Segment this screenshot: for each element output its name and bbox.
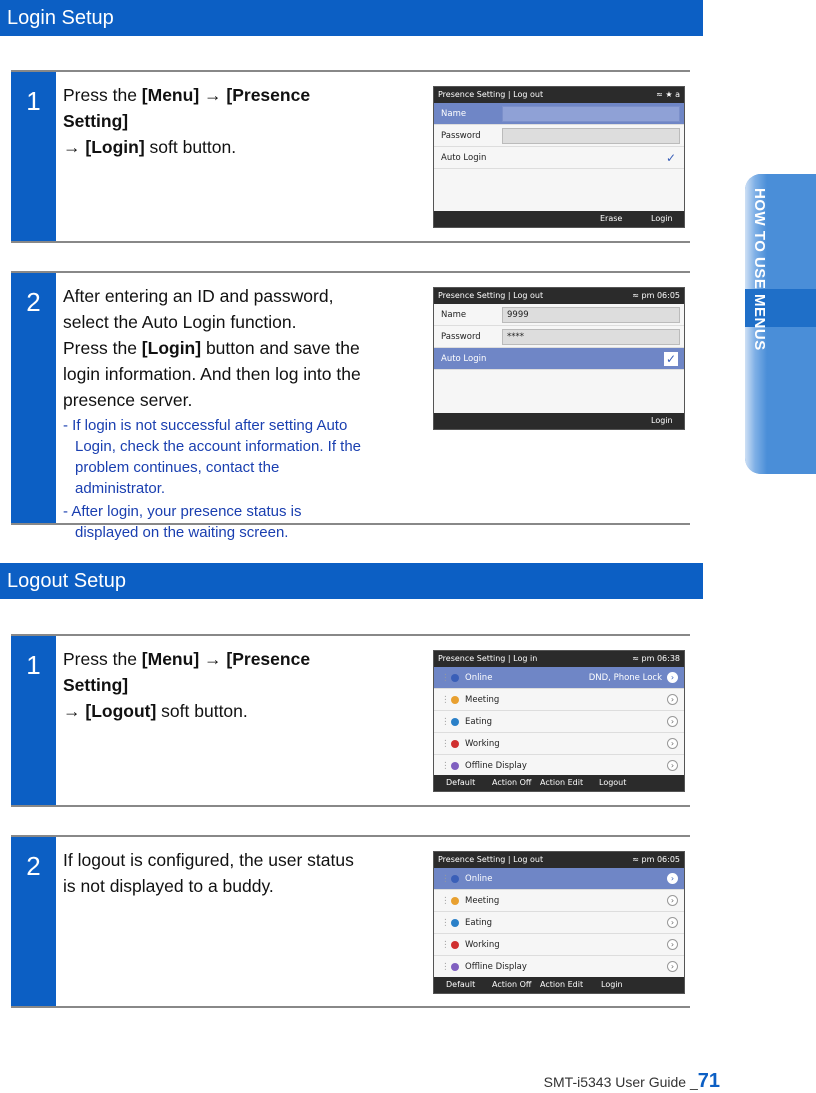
logout-step-1: 1 Press the [Menu] → [Presence Setting] → [Logout] soft button. bbox=[11, 634, 690, 807]
login-button[interactable]: Login bbox=[601, 980, 623, 989]
name-row[interactable]: Name 9999 bbox=[434, 304, 684, 326]
page-number: 71 bbox=[697, 1070, 720, 1092]
note: - After login, your presence status is displayed on the waiting screen. bbox=[63, 503, 302, 541]
screen-logout-1: Presence Setting | Log in ≈ pm 06:38 ⋮ Online DND, Phone Lock › ⋮ Meeting › ⋮ Eating › ⋮ Working › ⋮ Offline Display › Default Action Off Action Edit Logout bbox=[433, 650, 685, 792]
login-button[interactable]: Login bbox=[651, 214, 673, 223]
default-button[interactable]: Default bbox=[446, 980, 476, 989]
status-online[interactable]: ⋮ Online DND, Phone Lock › bbox=[434, 667, 684, 689]
default-button[interactable]: Default bbox=[446, 778, 476, 787]
screen-logout-2: Presence Setting | Log out ≈ pm 06:05 ⋮ Online › ⋮ Meeting › ⋮ Eating › ⋮ Working › ⋮ Offline Display › Default Action Off Action Edit Login bbox=[433, 851, 685, 994]
status-meeting[interactable]: ⋮ Meeting › bbox=[434, 890, 684, 912]
status-offline[interactable]: ⋮ Offline Display › bbox=[434, 956, 684, 978]
status-working[interactable]: ⋮ Working › bbox=[434, 733, 684, 755]
step-text: Press the [Menu] → [Presence Setting] → [Login] soft button. bbox=[63, 85, 311, 157]
name-row[interactable]: Name bbox=[434, 103, 684, 125]
step-number: 1 bbox=[11, 72, 56, 241]
check-icon[interactable]: ✓ bbox=[665, 151, 677, 165]
chevron-right-icon: › bbox=[667, 873, 678, 884]
chevron-right-icon: › bbox=[667, 939, 678, 950]
password-row[interactable]: Password **** bbox=[434, 326, 684, 348]
status-eating[interactable]: ⋮ Eating › bbox=[434, 912, 684, 934]
section-header-login: Login Setup bbox=[0, 0, 703, 36]
action-edit-button[interactable]: Action Edit bbox=[540, 980, 584, 989]
erase-button[interactable]: Erase bbox=[600, 214, 623, 223]
chevron-right-icon: › bbox=[667, 738, 678, 749]
chevron-right-icon: › bbox=[667, 694, 678, 705]
status-online[interactable]: ⋮ Online › bbox=[434, 868, 684, 890]
password-row[interactable]: Password bbox=[434, 125, 684, 147]
action-edit-button[interactable]: Action Edit bbox=[540, 778, 584, 787]
status-meeting[interactable]: ⋮ Meeting › bbox=[434, 689, 684, 711]
logout-button[interactable]: Logout bbox=[599, 778, 627, 787]
auto-login-row[interactable]: Auto Login ✓ bbox=[434, 147, 684, 169]
chevron-right-icon: › bbox=[667, 672, 678, 683]
login-button[interactable]: Login bbox=[651, 416, 673, 425]
chevron-right-icon: › bbox=[667, 895, 678, 906]
status-offline[interactable]: ⋮ Offline Display › bbox=[434, 755, 684, 777]
auto-login-row[interactable]: Auto Login ✓ bbox=[434, 348, 684, 370]
chevron-right-icon: › bbox=[667, 716, 678, 727]
section-header-logout: Logout Setup bbox=[0, 563, 703, 599]
chevron-right-icon: › bbox=[667, 760, 678, 771]
status-working[interactable]: ⋮ Working › bbox=[434, 934, 684, 956]
action-off-button[interactable]: Action Off bbox=[492, 980, 532, 989]
action-off-button[interactable]: Action Off bbox=[492, 778, 532, 787]
chevron-right-icon: › bbox=[667, 917, 678, 928]
chapter-tab: HOW TO USE MENUS bbox=[745, 174, 816, 474]
logout-step-2: 2 If logout is configured, the user status is not displayed to a buddy. bbox=[11, 835, 690, 1008]
screen-login-1: Presence Setting | Log out ≈ ★ a Name Password Auto Login ✓ Erase Login bbox=[433, 86, 685, 228]
screen-login-2: Presence Setting | Log out ≈ pm 06:05 Name 9999 Password **** Auto Login ✓ Login bbox=[433, 287, 685, 430]
check-icon[interactable]: ✓ bbox=[665, 352, 677, 366]
chevron-right-icon: › bbox=[667, 961, 678, 972]
login-step-2: 2 After entering an ID and password, select the Auto Login function. Press the [Login] button and save the login information. And then log into the presence server. - If login is not successful after setting Auto Login, check the account information. If the problem continues, contact the administrator. - After login, your presence status is displayed on the waiting screen. bbox=[11, 271, 690, 525]
note: - If login is not successful after setting Auto Login, check the account information. If the problem continues, contact the administrator. bbox=[63, 417, 362, 497]
status-eating[interactable]: ⋮ Eating › bbox=[434, 711, 684, 733]
page-footer: SMT-i5343 User Guide _71 bbox=[543, 1070, 720, 1092]
